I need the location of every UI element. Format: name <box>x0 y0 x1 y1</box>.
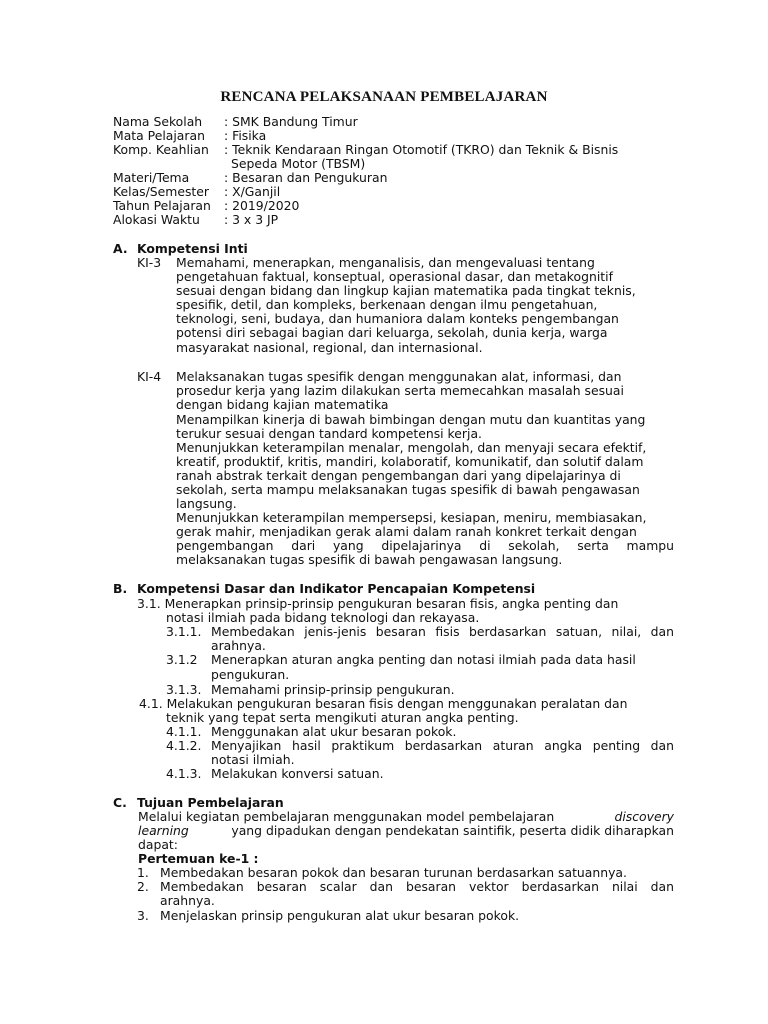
indicator-cont: arahnya. <box>211 638 266 653</box>
section-a-heading: Kompetensi Inti <box>137 241 248 256</box>
ki3-line: Memahami, menerapkan, menganalisis, dan mengevaluasi tentang <box>176 255 595 270</box>
identity-value: Sepeda Motor (TBSM) <box>231 156 366 171</box>
ki4-line: prosedur kerja yang lazim dilakukan serta memecahkan masalah sesuai <box>176 383 624 398</box>
ki4-line: Menampilkan kinerja di bawah bimbingan dengan mutu dan kuantitas yang <box>176 412 646 427</box>
ki4-code: KI-4 <box>137 369 162 384</box>
kd-3-1: 3.1. Menerapkan prinsip-prinsip pengukuran besaran fisis, angka penting dan <box>137 596 619 611</box>
goal-intro-line: dapat: <box>138 837 178 852</box>
identity-label: Kelas/Semester <box>113 184 210 199</box>
identity-label: Tahun Pelajaran <box>113 198 211 213</box>
goal-number: 3. <box>137 908 149 923</box>
identity-value: : SMK Bandung Timur <box>224 114 358 129</box>
identity-label: Mata Pelajaran <box>113 128 205 143</box>
identity-value: : 2019/2020 <box>224 198 300 213</box>
identity-label: Nama Sekolah <box>113 114 203 129</box>
ki4-line: ranah abstrak terkait dengan pengembangan dari yang dipelajarinya di <box>176 468 621 483</box>
ki3-line: sesuai dengan bidang dan lingkup kajian matematika pada tingkat teknis, <box>176 283 636 298</box>
indicator-3-1-2: Menerapkan aturan angka penting dan notasi ilmiah pada data hasil <box>211 652 636 667</box>
ki3-line: teknologi, seni, budaya, dan humaniora dalam konteks pengembangan <box>176 311 619 326</box>
kd-4-1: 4.1. Melakukan pengukuran besaran fisis dengan menggunakan peralatan dan <box>139 696 628 711</box>
ki3-line: spesifik, detil, dan kompleks, berkenaan dengan ilmu pengetahuan, <box>176 297 598 312</box>
goal-item: Membedakan besaran scalar dan besaran vektor berdasarkan nilai dan <box>160 879 674 894</box>
ki3-line: pengetahuan faktual, konseptual, operasional dasar, dan metakognitif <box>176 269 613 284</box>
identity-label: Materi/Tema <box>113 170 190 185</box>
goal-intro-text: yang dipadukan dengan pendekatan saintifik, peserta didik diharapkan <box>231 823 674 838</box>
ki3-line: masyarakat nasional, regional, dan internasional. <box>176 340 483 355</box>
ki4-line: dengan bidang kajian matematika <box>176 397 389 412</box>
ki4-line: Menunjukkan keterampilan menalar, mengolah, dan menyaji secara efektif, <box>176 440 647 455</box>
ki4-line: terukur sesuai dengan tandard kompetensi kerja. <box>176 426 482 441</box>
goal-number: 2. <box>137 879 149 894</box>
indicator-cont: pengukuran. <box>211 667 290 682</box>
ki4-line: Menunjukkan keterampilan mempersepsi, kesiapan, meniru, membiasakan, <box>176 510 647 525</box>
section-b-heading: Kompetensi Dasar dan Indikator Pencapaian Kompetensi <box>137 581 536 596</box>
goal-intro-text: Melalui kegiatan pembelajaran menggunakan model pembelajaran <box>138 809 555 824</box>
goal-number: 1. <box>137 865 149 880</box>
indicator-4-1-3: Melakukan konversi satuan. <box>211 766 384 781</box>
indicator-number: 4.1.1. <box>166 724 202 739</box>
section-b-letter: B. <box>113 581 128 596</box>
indicator-cont: notasi ilmiah. <box>211 752 295 767</box>
ki4-line: gerak mahir, menjadikan gerak alami dalam ranah konkret terkait dengan <box>176 524 637 539</box>
identity-value: : 3 x 3 JP <box>224 212 279 227</box>
ki4-line: sekolah, serta mampu melaksanakan tugas spesifik di bawah pengawasan <box>176 482 640 497</box>
identity-value: : Teknik Kendaraan Ringan Otomotif (TKRO) dan Teknik & Bisnis <box>224 142 619 157</box>
ki4-line: melaksanakan tugas spesifik di bawah pengawasan langsung. <box>176 552 563 567</box>
identity-value: : X/Ganjil <box>224 184 281 199</box>
identity-value: : Fisika <box>224 128 267 143</box>
ki4-line: Melaksanakan tugas spesifik dengan menggunakan alat, informasi, dan <box>176 369 622 384</box>
section-c-heading: Tujuan Pembelajaran <box>137 795 284 810</box>
ki4-line: langsung. <box>176 496 237 511</box>
ki3-code: KI-3 <box>137 255 162 270</box>
goal-item-cont: arahnya. <box>160 893 215 908</box>
ki4-line: pengembangan dari yang dipelajarinya di sekolah, serta mampu <box>176 538 674 553</box>
section-c-letter: C. <box>113 795 127 810</box>
goal-intro-model: discovery <box>614 809 674 824</box>
meeting-heading: Pertemuan ke-1 : <box>138 851 259 866</box>
goal-intro-line <box>138 824 674 838</box>
indicator-3-1-1: Membedakan jenis-jenis besaran fisis berdasarkan satuan, nilai, dan <box>211 624 674 639</box>
indicator-4-1-2: Menyajikan hasil praktikum berdasarkan aturan angka penting dan <box>211 738 674 753</box>
goal-intro-model-cont: learning <box>138 823 189 838</box>
goal-intro-line <box>138 810 674 824</box>
kd-3-1-cont: notasi ilmiah pada bidang teknologi dan rekayasa. <box>166 610 480 625</box>
identity-label: Alokasi Waktu <box>113 212 200 227</box>
ki3-line: potensi diri sebagai bagian dari keluarga, sekolah, dunia kerja, warga <box>176 325 608 340</box>
indicator-number: 4.1.3. <box>166 766 202 781</box>
section-a-letter: A. <box>113 241 128 256</box>
indicator-4-1-1: Menggunakan alat ukur besaran pokok. <box>211 724 457 739</box>
ki4-line: kreatif, produktif, kritis, mandiri, kolaboratif, komunikatif, dan solutif dalam <box>176 454 644 469</box>
identity-label: Komp. Keahlian <box>113 142 209 157</box>
kd-4-1-cont: teknik yang tepat serta mengikuti aturan angka penting. <box>166 710 519 725</box>
indicator-number: 4.1.2. <box>166 738 202 753</box>
indicator-number: 3.1.2 <box>166 652 198 667</box>
indicator-number: 3.1.3. <box>166 682 202 697</box>
goal-item: Menjelaskan prinsip pengukuran alat ukur besaran pokok. <box>160 908 520 923</box>
indicator-3-1-3: Memahami prinsip-prinsip pengukuran. <box>211 682 455 697</box>
goal-item: Membedakan besaran pokok dan besaran turunan berdasarkan satuannya. <box>160 865 627 880</box>
document-title: RENCANA PELAKSANAAN PEMBELAJARAN <box>220 89 548 105</box>
indicator-number: 3.1.1. <box>166 624 202 639</box>
identity-value: : Besaran dan Pengukuran <box>224 170 388 185</box>
